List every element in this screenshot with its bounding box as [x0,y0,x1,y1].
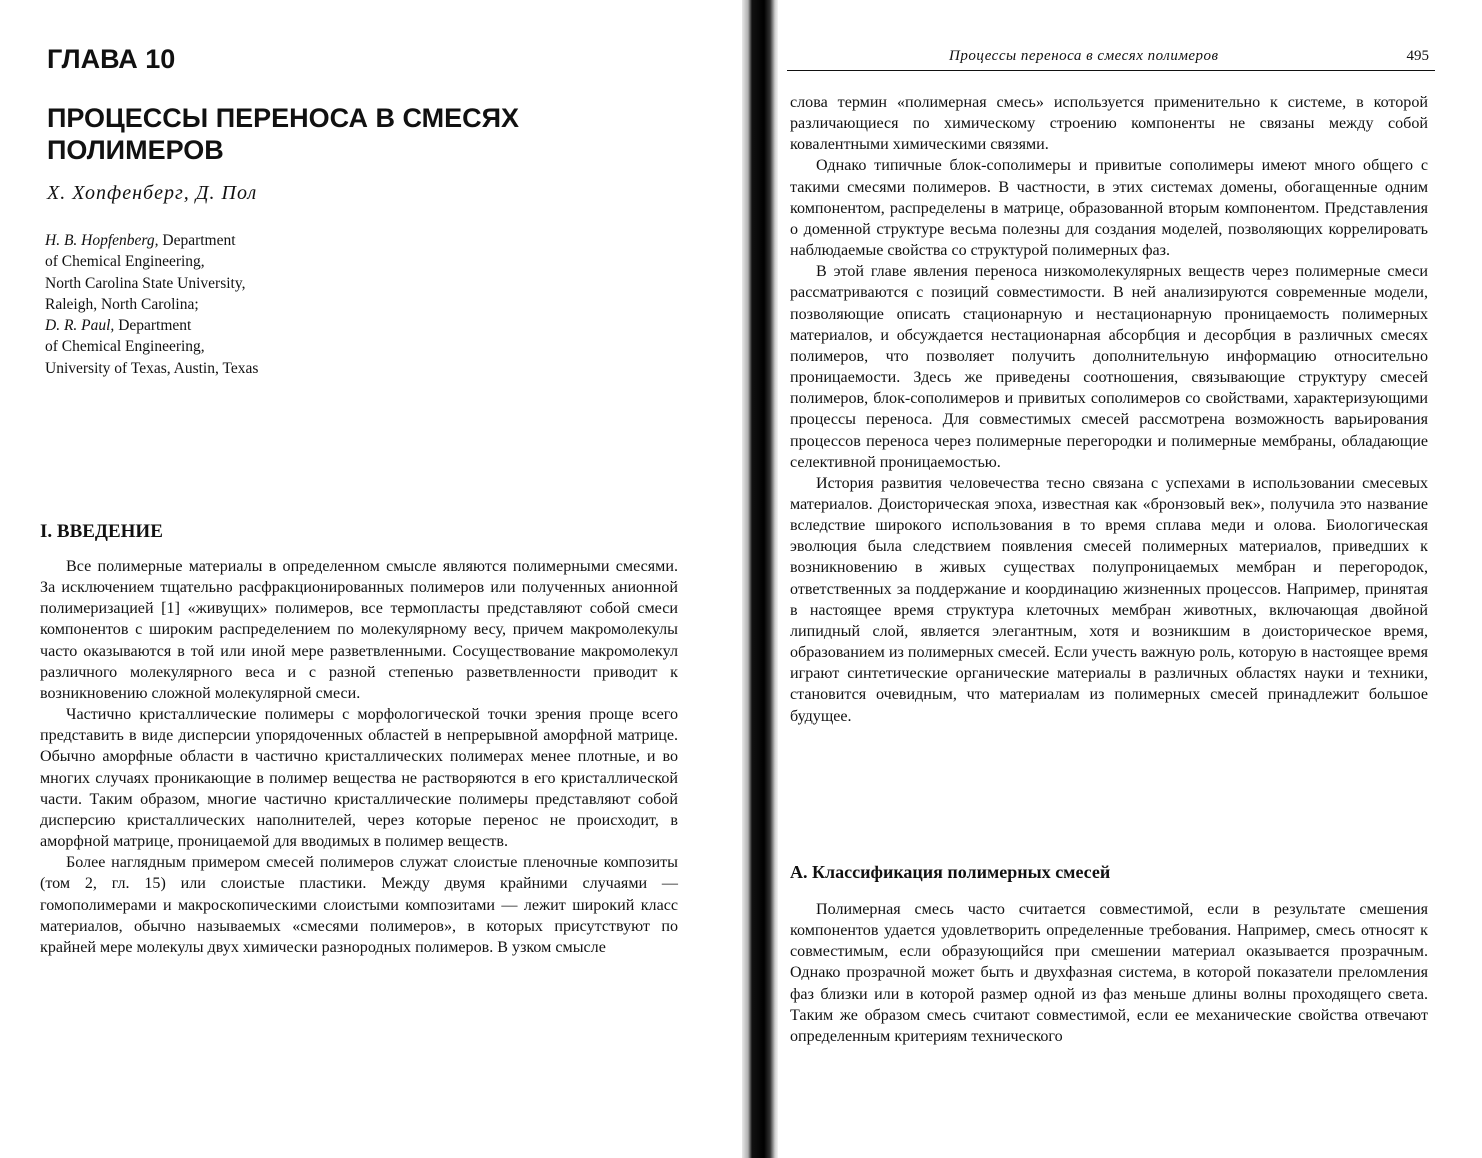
chapter-title: ПРОЦЕССЫ ПЕРЕНОСА В СМЕСЯХ ПОЛИМЕРОВ [47,103,520,165]
affiliation-author-name: H. B. Hopfenberg, [45,232,159,249]
affiliation-line [45,315,445,336]
subsection-heading-classification: А. Классификация полимерных смесей [790,862,1111,882]
paragraph: Полимерная смесь часто считается совместимой, если в результате смешения компонентов удается удовлетворить определенные требования. Например, смесь относят к совместимым, если образующийся при смешении материал оказывается прозрачным. Однако прозрачной может быть и двухфазная система, в которой показатели преломления фаз близки или в которой размер одной из фаз меньше длины волны проходящего света. Таким же образом смесь считают совместимой, если ее механические свойства отвечают определенным критериям технического [790,901,1428,1045]
running-head [787,48,1435,71]
affiliation-line [45,358,445,379]
book-gutter [742,0,778,1158]
paragraph: Все полимерные материалы в определенном смысле являются полимерными смесями. За исключением тщательно расфракционированных полимеров или полученных анионной полимеризацией [1] «живущих» полимеров, все термопласты представляют собой смеси компонентов с широким распределением по молекулярному весу, причем макромолекулы часто оказываются в той или иной мере разветвленными. Сосуществование макромолекул различного молекулярного веса и с разной степенью разветвленности приводит к возникновению сложной молекулярной смеси. [40,558,678,702]
affiliation-text: Department [158,232,236,249]
affiliation-text: Department [114,317,192,335]
affiliation-line [45,336,445,357]
right-page-body [790,92,1428,727]
paragraph: слова термин «полимерная смесь» используется применительно к системе, в которой различающиеся по химическому строению компоненты не связаны между собой ковалентными химическими связями. [790,94,1428,154]
left-page-body [40,556,678,958]
paragraph: Более наглядным примером смесей полимеров служат слоистые пленочные композиты (том 2, гл. 15) или слоистые пластики. Между двумя крайними случаями — гомополимерами и макроскопическими слоистыми композитами — лежит широкий класс материалов, обычно называемых «смесями полимеров», в которых присутствуют по крайней мере молекулы двух химически разнородных полимеров. В узком смысле [40,854,678,956]
page-number: 495 [1406,48,1429,64]
paragraph: В этой главе явления переноса низкомолекулярных веществ через полимерные смеси рассматриваются с позиций совместимости. В ней анализируются современные модели, позволяющие описать стационарную и нестационарную проницаемость полимерных материалов, и обсуждается нестационарная абсорбция и десорбция в различных смесях полимеров, что позволяет получить дополнительную информацию относительно проницаемости. Здесь же приведены соотношения, связывающие структуру смесей полимеров, блок-сополимеров и привитых сополимеров со свойствами, характеризующими процессы переноса. Для совместимых смесей рассмотрена возможность варьирования процессов переноса через полимерные перегородки и полимерные мембраны, обладающие селективной проницаемостью. [790,263,1428,471]
affiliation-text: North Carolina State University, [45,274,246,292]
affiliation-line [45,273,445,294]
affiliation-line [45,294,445,315]
right-page-body-section-a [790,899,1428,1047]
chapter-authors: Х. Хопфенберг, Д. Пол [47,182,258,204]
affiliation-text: University of Texas, Austin, Texas [45,359,259,377]
running-head-title: Процессы переноса в смесях полимеров [949,48,1219,64]
paragraph: Однако типичные блок-сополимеры и привитые сополимеры имеют много общего с такими смесями полимеров. В частности, в этих системах домены, обогащенные одним компонентом, распределены в матрице, образованной вторым компонентом. Представления о доменной структуре весьма полезны для создания моделей, позволяющих коррелировать наблюдаемые свойства со структурой полимерных фаз. [790,157,1428,260]
affiliation-line [45,251,445,272]
affiliation-line [45,230,445,251]
section-heading-introduction: I. ВВЕДЕНИЕ [40,521,163,542]
paragraph: История развития человечества тесно связана с успехами в использовании смесевых материалов. Доисторическая эпоха, известная как «бронзовый век», получила это название вследствие широкого использования в то время сплава меди и олова. Биологическая эволюция была следствием появления смесей полимерных материалов, приведших к возникновению в живых существах полупроницаемых мембран и перегородок, ответственных за поддержание и координацию жизненных процессов. Например, принятая в настоящее время структура клеточных мембран животных, включающая двойной липидный слой, является элегантным, хотя и возникшим в доисторическое время, образованием из полимерных смесей. Если учесть важную роль, которую в настоящее время играют синтетические органические материалы в различных областях науки и техники, становится очевидным, что материалам из полимерных смесей принадлежит большое будущее. [790,474,1428,725]
author-affiliations [45,230,445,379]
paragraph: Частично кристаллические полимеры с морфологической точки зрения проще всего представить в виде дисперсии упорядоченных областей в непрерывной аморфной матрице. Обычно аморфные области в частично кристаллических полимерах менее плотные, и во многих случаях проникающие в полимер вещества не растворяются в его кристаллической части. Таким образом, многие частично кристаллические полимеры представляют собой дисперсию кристаллических наполнителей, через которые перенос не происходит, в аморфной матрице, проницаемой для вводимых в полимер веществ. [40,706,678,851]
affiliation-author-name: D. R. Paul, [45,317,115,335]
chapter-number: ГЛАВА 10 [47,44,176,74]
affiliation-text: of Chemical Engineering, [45,253,205,271]
affiliation-text: Raleigh, North Carolina; [45,295,199,313]
affiliation-text: of Chemical Engineering, [45,338,205,356]
